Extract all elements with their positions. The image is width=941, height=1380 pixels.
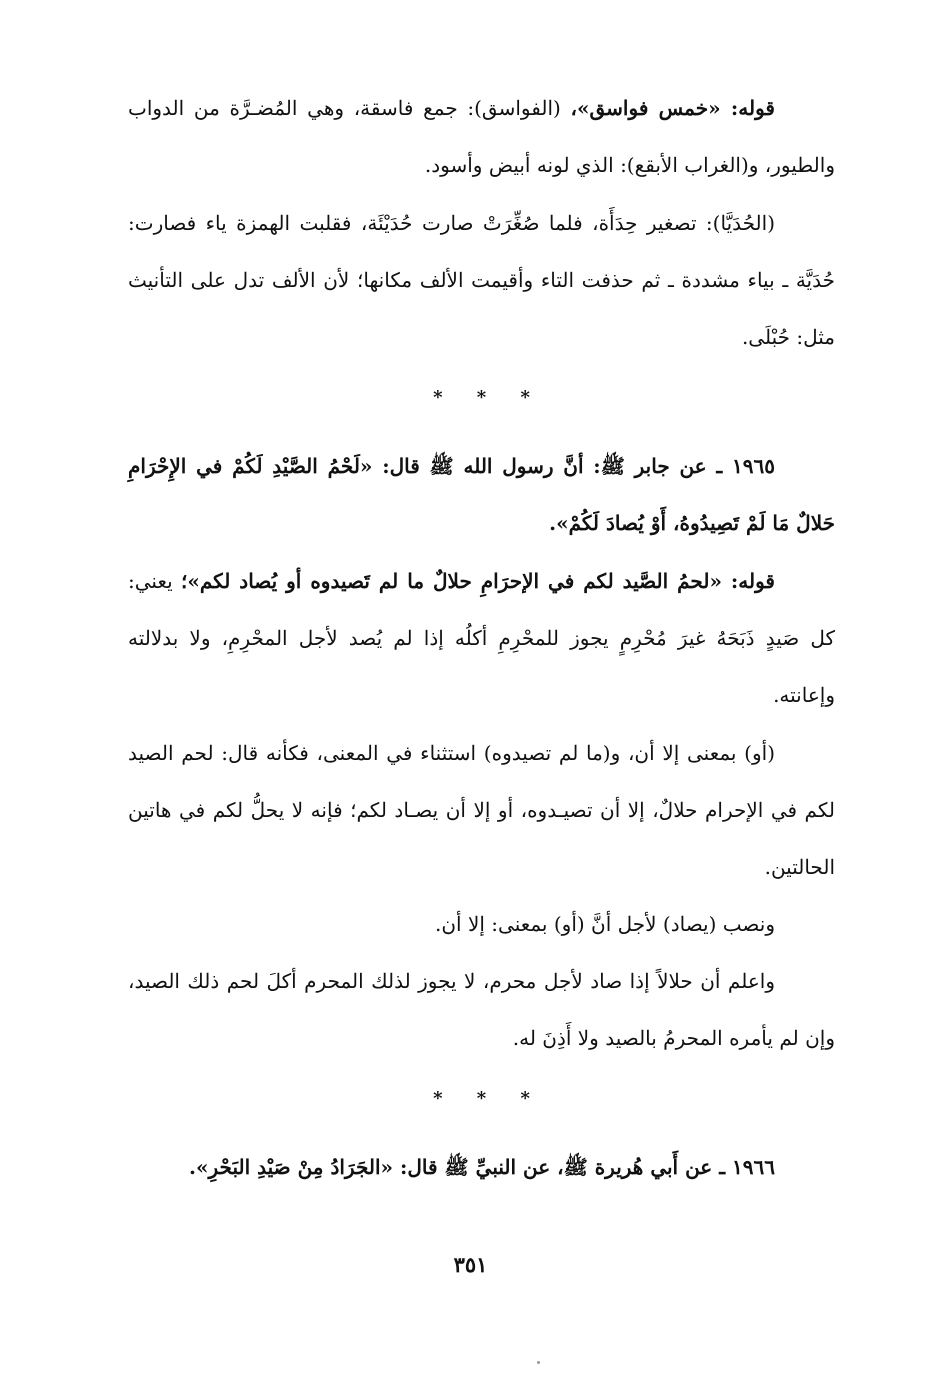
commentary-text: (الحُدَيَّا): تصغير حِدَأَة، فلما صُغِّرَتْ صارت حُدَيْئَة، فقلبت الهمزة ياء فصارت: حُدَيَّة ـ بياء مشددة ـ ثم حذفت التاء وأقيمت الألف مكانها؛ لأن الألف تدل على التأنيث مثل: حُبْلَى. [128, 211, 835, 349]
commentary-text: (الفواسق): جمع فاسقة، وهي المُضـرَّة من الدواب والطيور، و(الغراب الأبقع): الذي لونه أبيض وأسود. [128, 96, 835, 177]
scan-speck [537, 1361, 540, 1364]
commentary-paragraph [128, 80, 835, 194]
commentary-text: ونصب (يصاد) لأجل أنَّ (أو) بمعنى: إلا أن. [435, 912, 775, 936]
hadith-1965: ١٩٦٥ ـ عن جابر ﷺ: أنَّ رسول الله ﷺ قال: «لَحْمُ الصَّيْدِ لَكُمْ في الإِحْرَامِ حَلالٌ مَا لَمْ تَصِيدُوهُ، أَوْ يُصادَ لَكُمْ». [128, 454, 835, 535]
commentary-text: يعني: كل صَيدٍ ذَبَحَهُ غيرَ مُحْرِمٍ يجوز للمحْرِمِ أكلُه إذا لم يُصد لأجل المحْرِمِ، ولا بدلالته وإعانته. [128, 569, 835, 707]
section-separator: * * * [433, 1088, 544, 1109]
commentary-paragraph [128, 725, 835, 896]
commentary-text: واعلم أن حلالاً إذا صاد لأجل محرم، لا يجوز لذلك المحرم أكلَ لحم ذلك الصيد، وإن لم يأمره المحرمُ بالصيد ولا أَذِنَ له. [128, 969, 835, 1050]
commentary-paragraph [128, 195, 835, 366]
commentary-text: (أو) بمعنى إلا أن، و(ما لم تصيدوه) استثناء في المعنى، فكأنه قال: لحم الصيد لكم في الإحرام حلالٌ، إلا أن تصيـدوه، أو إلا أن يصـاد لكم؛ فإنه لا يحلُّ لكم في هاتين الحالتين. [128, 741, 835, 879]
commentary-paragraph [128, 896, 835, 953]
section-separator: * * * [433, 387, 544, 408]
hadith-1966: ١٩٦٦ ـ عن أَبي هُريرة ﷺ، عن النبيِّ ﷺ قال: «الجَرَادُ مِنْ صَيْدِ البَحْرِ». [189, 1155, 775, 1179]
commentary-lead: قوله: «لحمُ الصَّيد لكم في الإحرَامِ حلالٌ ما لم تَصيدوه أو يُصاد لكم»؛ [181, 569, 775, 593]
commentary-paragraph [128, 953, 835, 1067]
commentary-paragraph [128, 553, 835, 724]
page-number: ٣٥١ [453, 1252, 488, 1277]
commentary-lead: قوله: «خمس فواسق»، [570, 96, 775, 120]
